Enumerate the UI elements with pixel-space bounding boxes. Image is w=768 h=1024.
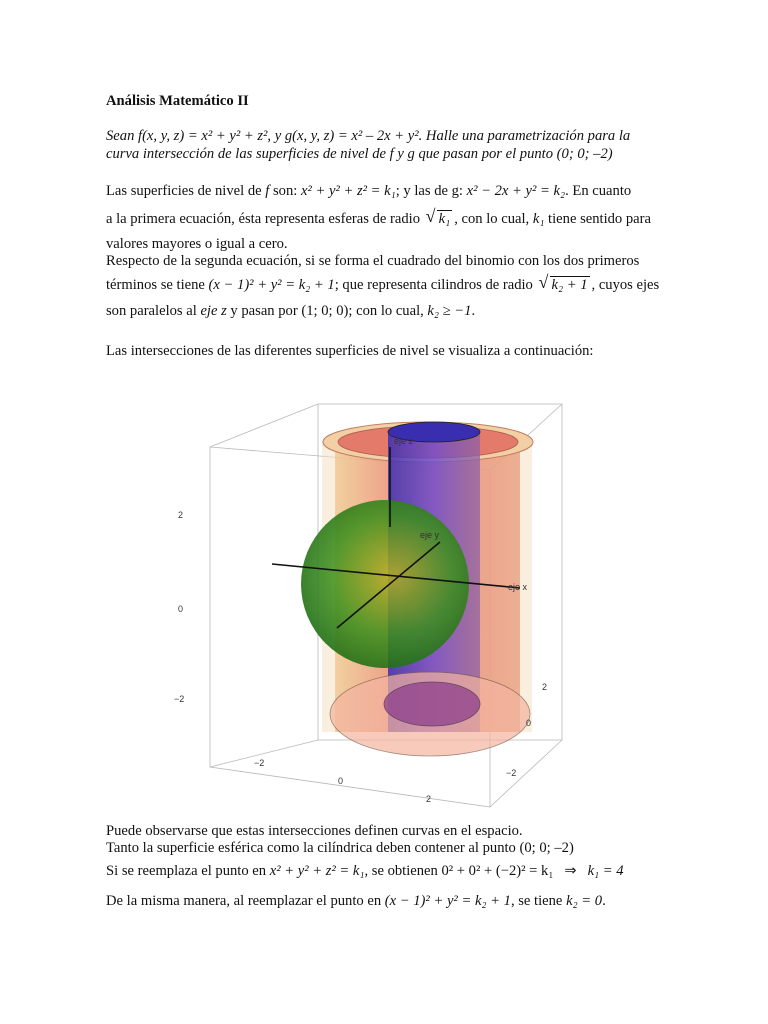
text: , se obtienen <box>364 863 442 879</box>
result: k₁ = 4 <box>587 863 624 879</box>
problem-line-2: curva intersección de las superficies de nivel de f y g que pasan por el punto (0; 0; –2) <box>106 146 613 162</box>
axis-label-y: eje y <box>420 530 440 540</box>
text: . <box>602 893 606 909</box>
paragraph-line-7: Las intersecciones de las diferentes superficies de nivel se visualiza a continuación: <box>106 343 594 359</box>
tick-label: 2 <box>542 682 548 692</box>
text: Si se reemplaza el punto en <box>106 863 270 879</box>
radicand: k₂ + 1 <box>551 277 588 293</box>
radicand: k₁ <box>438 211 451 227</box>
paragraph-line-4: Respecto de la segunda ecuación, si se forma el cuadrado del binomio con los dos primeros <box>106 253 640 269</box>
text: y pasan por <box>226 303 302 319</box>
bottom-rims <box>330 672 530 756</box>
equation: (x − 1)² + y² = k₂ + 1 <box>384 893 511 909</box>
sphere <box>301 500 469 668</box>
paragraph-line-1 <box>106 182 631 200</box>
axis-label-z: eje z <box>394 436 414 446</box>
bottom-ticks <box>254 758 431 804</box>
text: . <box>471 303 476 319</box>
f-symbol: f <box>265 183 270 199</box>
paragraph-line-3: valores mayores o igual a cero. <box>106 236 288 252</box>
paragraph-line-11 <box>106 892 606 910</box>
tick-label: 2 <box>178 510 184 520</box>
k1-symbol: k₁ <box>532 211 545 227</box>
sqrt-expression <box>539 276 590 294</box>
tick-label: 2 <box>426 794 432 804</box>
tick-label: −2 <box>174 694 185 704</box>
result: k₂ = 0 <box>566 893 603 909</box>
page-title: Análisis Matemático II <box>106 93 249 109</box>
text: a la primera ecuación, ésta representa esferas de radio <box>106 211 424 227</box>
tick-label: −2 <box>506 768 517 778</box>
sqrt-expression <box>426 210 453 228</box>
equation: x² + y² + z² = k₁ <box>300 183 396 199</box>
problem-line-1: Sean f(x, y, z) = x² + y² + z², y g(x, y, z) = x² – 2x + y². Halle una parametrización para la <box>106 128 631 144</box>
condition: k₂ ≥ −1 <box>427 303 472 319</box>
text: ; que representa cilindros de radio <box>334 277 537 293</box>
text: ; con lo cual, <box>348 303 428 319</box>
text: . En cuanto <box>565 183 632 199</box>
paragraph-line-8: Puede observarse que estas intersecciones definen curvas en el espacio. <box>106 823 523 839</box>
paragraph-line-10 <box>106 862 624 880</box>
paragraph-line-5 <box>106 276 659 294</box>
text: Las superficies de nivel de <box>106 183 266 199</box>
point: (1; 0; 0) <box>301 303 349 319</box>
text: De la misma manera, al reemplazar el punto en <box>106 893 385 909</box>
text: son paralelos al <box>106 303 201 319</box>
axis-label-x: eje x <box>508 582 528 592</box>
tick-label: 0 <box>338 776 344 786</box>
text: tiene sentido para <box>544 211 651 227</box>
text: , con lo cual, <box>454 211 533 227</box>
equation: x² − 2x + y² = k₂ <box>466 183 566 199</box>
equation: 0² + 0² + (−2)² = k₁ <box>441 863 554 879</box>
equation: (x − 1)² + y² = k₂ + 1 <box>208 277 335 293</box>
paragraph-line-9: Tanto la superficie esférica como la cilíndrica deben contener al punto (0; 0; –2) <box>106 840 574 856</box>
text: términos se tiene <box>106 277 209 293</box>
implies-arrow: ⇒ <box>564 863 577 879</box>
text: son: <box>269 183 301 199</box>
text: , se tiene <box>510 893 567 909</box>
3d-surfaces-figure <box>170 392 570 812</box>
paragraph-line-2 <box>106 210 651 228</box>
eje-z: eje z <box>200 303 227 319</box>
tick-label: 0 <box>178 604 184 614</box>
vertical-ticks <box>174 510 184 704</box>
tick-label: 0 <box>526 718 532 728</box>
text: , cuyos ejes <box>591 277 660 293</box>
equation: x² + y² + z² = k₁ <box>269 863 365 879</box>
text: ; y las de g: <box>395 183 467 199</box>
paragraph-line-6 <box>106 302 475 320</box>
tick-label: −2 <box>254 758 265 768</box>
